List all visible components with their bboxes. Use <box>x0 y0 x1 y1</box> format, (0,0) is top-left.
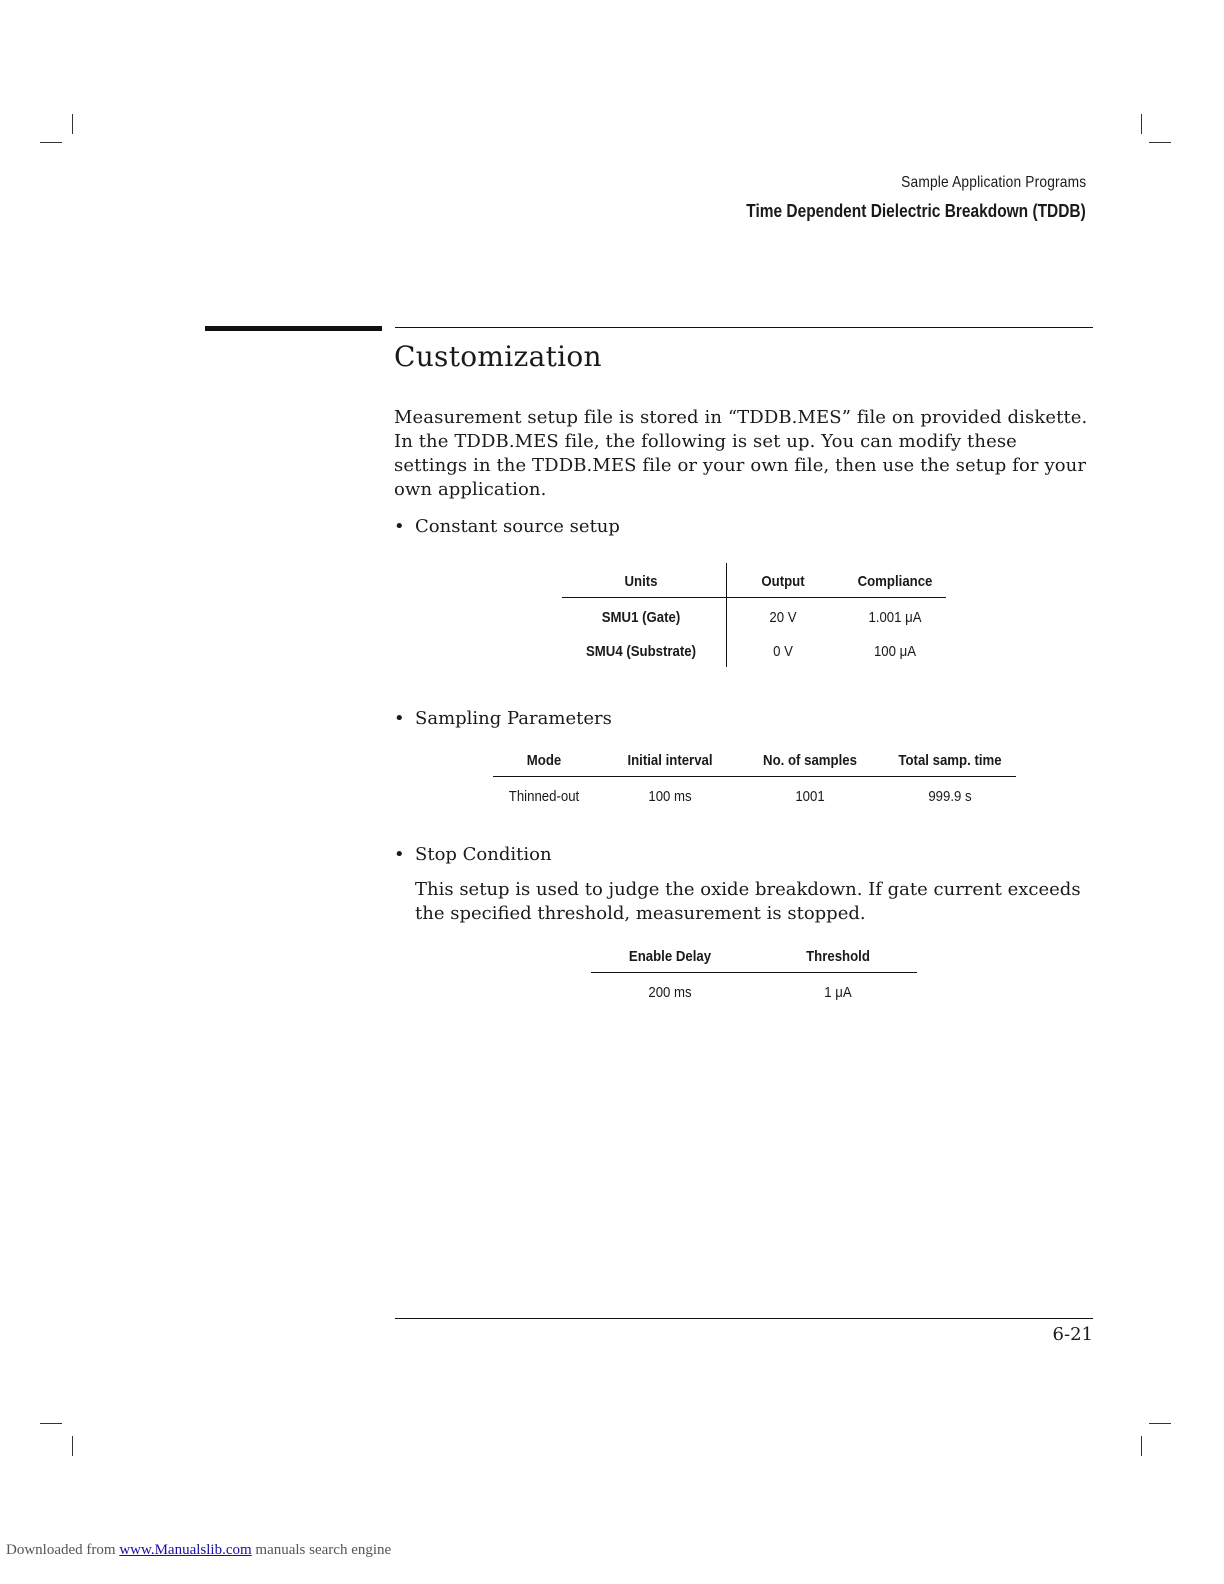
table-row-label: SMU4 (Substrate) <box>585 643 697 660</box>
crop-mark <box>1149 1423 1171 1424</box>
table-cell: 200 ms <box>648 984 692 1001</box>
crop-mark <box>1149 142 1171 143</box>
table-header-cell: Total samp. time <box>898 752 1002 769</box>
intro-paragraph: Measurement setup file is stored in “TDDB.MES” file on provided diskette. In the TDDB.MES file, the following is set up. You can modify these settings in the TDDB.MES file or your own file, then use the setup for your own application. <box>394 407 1088 500</box>
bullet-item-constant-source <box>394 515 620 539</box>
table-cell: 999.9 s <box>928 788 972 805</box>
table-cell: 1 μA <box>824 984 852 1001</box>
table-cell: 100 ms <box>648 788 692 805</box>
table-header-cell: Enable Delay <box>628 948 712 965</box>
table-cell: 1001 <box>795 788 825 805</box>
table-header-rule <box>562 597 946 598</box>
table-cell: 20 V <box>769 609 797 626</box>
section-rule-thick <box>205 326 382 331</box>
section-title: Customization <box>394 340 602 373</box>
bullet-item-stop-condition <box>394 843 552 867</box>
crop-mark <box>72 1436 73 1456</box>
crop-mark <box>40 1423 62 1424</box>
table-header-cell: Threshold <box>806 948 870 965</box>
bullet-icon: • <box>394 844 405 865</box>
table-header-cell: Units <box>624 573 658 590</box>
table-header-cell: Initial interval <box>627 752 713 769</box>
table-cell: 0 V <box>773 643 793 660</box>
download-footer <box>6 1542 391 1559</box>
page-number: 6-21 <box>1052 1324 1093 1345</box>
section-rule-thin <box>395 327 1093 328</box>
table-cell: 100 μA <box>873 643 917 660</box>
bullet-label: Constant source setup <box>415 516 620 537</box>
download-footer-suffix: manuals search engine <box>255 1542 392 1558</box>
table-divider <box>726 563 727 667</box>
stop-condition-paragraph: This setup is used to judge the oxide breakdown. If gate current exceeds the specified threshold, measurement is stopped. <box>415 879 1081 924</box>
table-cell: Thinned-out <box>508 788 580 805</box>
download-footer-prefix: Downloaded from <box>6 1542 116 1558</box>
running-header-section: Time Dependent Dielectric Breakdown (TDDB) <box>746 201 1086 221</box>
table-header-rule <box>591 972 917 973</box>
table-header-cell: No. of samples <box>763 752 857 769</box>
table-header-cell: Mode <box>526 752 562 769</box>
table-header-rule <box>493 776 1016 777</box>
running-header-chapter: Sample Application Programs <box>900 174 1086 191</box>
bullet-icon: • <box>394 516 405 537</box>
table-cell: 1.001 μA <box>868 609 922 626</box>
bullet-item-sampling-parameters <box>394 707 612 731</box>
table-row-label: SMU1 (Gate) <box>601 609 681 626</box>
footer-rule <box>395 1318 1093 1319</box>
table-header-cell: Output <box>761 573 805 590</box>
crop-mark <box>1141 1436 1142 1456</box>
crop-mark <box>40 142 62 143</box>
bullet-icon: • <box>394 708 405 729</box>
manualslib-link[interactable]: www.Manualslib.com <box>119 1542 252 1558</box>
bullet-label: Sampling Parameters <box>415 708 612 729</box>
crop-mark <box>1141 114 1142 134</box>
table-header-cell: Compliance <box>857 573 933 590</box>
crop-mark <box>72 114 73 134</box>
bullet-label: Stop Condition <box>415 844 552 865</box>
